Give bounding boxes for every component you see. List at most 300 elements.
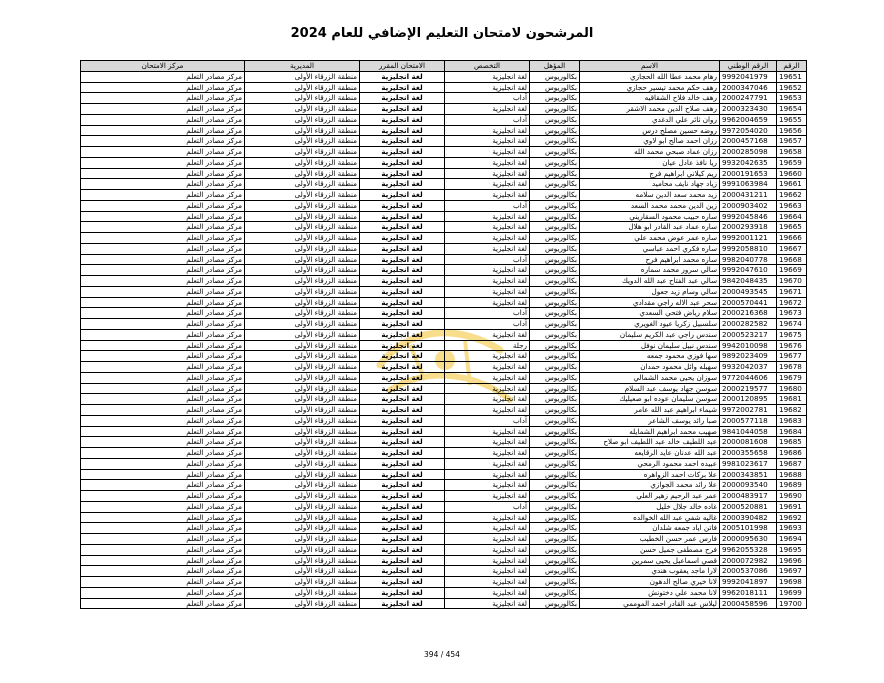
cell-center: مركز مصادر التعلم xyxy=(81,448,245,459)
cell-center: مركز مصادر التعلم xyxy=(81,437,245,448)
cell-num: 19678 xyxy=(777,362,807,373)
cell-qual: بكالوريوس xyxy=(530,286,580,297)
cell-name: علا بركات احمد الزواهره xyxy=(580,469,720,480)
cell-num: 19698 xyxy=(777,577,807,588)
cell-center: مركز مصادر التعلم xyxy=(81,544,245,555)
cell-center: مركز مصادر التعلم xyxy=(81,534,245,545)
cell-qual: بكالوريوس xyxy=(530,276,580,287)
cell-nid: 9932042037 xyxy=(720,362,777,373)
cell-dir: منطقة الزرقاء الأولى xyxy=(245,523,360,534)
cell-qual: بكالوريوس xyxy=(530,405,580,416)
cell-spec: لغة انجليزية xyxy=(445,125,530,136)
table-row xyxy=(81,104,807,115)
cell-qual: بكالوريوس xyxy=(530,491,580,502)
cell-name: ساره عمر عوض محمد علي xyxy=(580,233,720,244)
cell-center: مركز مصادر التعلم xyxy=(81,211,245,222)
table-row xyxy=(81,598,807,609)
cell-spec: لغة انجليزية xyxy=(445,168,530,179)
cell-qual: بكالوريوس xyxy=(530,200,580,211)
cell-spec: لغة انجليزية xyxy=(445,491,530,502)
cell-name: ساره محمد ابراهيم فرح xyxy=(580,254,720,265)
cell-center: مركز مصادر التعلم xyxy=(81,394,245,405)
cell-name: سالي عبد الفتاح عبد الله الدويك xyxy=(580,276,720,287)
cell-dir: منطقة الزرقاء الأولى xyxy=(245,587,360,598)
cell-name: فاتن اياد جمعه شلدان xyxy=(580,523,720,534)
cell-qual: بكالوريوس xyxy=(530,243,580,254)
cell-dir: منطقة الزرقاء الأولى xyxy=(245,405,360,416)
cell-name: علا رائد محمد الجوازي xyxy=(580,480,720,491)
cell-num: 19694 xyxy=(777,534,807,545)
cell-spec: لغة انجليزية xyxy=(445,458,530,469)
cell-center: مركز مصادر التعلم xyxy=(81,329,245,340)
cell-qual: بكالوريوس xyxy=(530,125,580,136)
cell-exam: لغة انجليزية xyxy=(360,544,445,555)
cell-nid: 2000483917 xyxy=(720,491,777,502)
cell-name: سحر عبد الاله راجي مقدادي xyxy=(580,297,720,308)
cell-nid: 9992058810 xyxy=(720,243,777,254)
cell-dir: منطقة الزرقاء الأولى xyxy=(245,211,360,222)
cell-nid: 2000457168 xyxy=(720,136,777,147)
cell-nid: 2000285098 xyxy=(720,147,777,158)
cell-exam: لغة انجليزية xyxy=(360,598,445,609)
table-row xyxy=(81,286,807,297)
cell-exam: لغة انجليزية xyxy=(360,254,445,265)
cell-nid: 2000072982 xyxy=(720,555,777,566)
cell-dir: منطقة الزرقاء الأولى xyxy=(245,512,360,523)
table-row xyxy=(81,222,807,233)
cell-center: مركز مصادر التعلم xyxy=(81,469,245,480)
cell-exam: لغة انجليزية xyxy=(360,71,445,82)
table-row xyxy=(81,233,807,244)
cell-exam: لغة انجليزية xyxy=(360,104,445,115)
cell-center: مركز مصادر التعلم xyxy=(81,286,245,297)
cell-num: 19669 xyxy=(777,265,807,276)
table-row xyxy=(81,480,807,491)
table-row xyxy=(81,93,807,104)
cell-spec: لغة انجليزية xyxy=(445,233,530,244)
cell-name: زيد محمد سعد الدين سلامه xyxy=(580,190,720,201)
cell-dir: منطقة الزرقاء الأولى xyxy=(245,82,360,93)
cell-num: 19679 xyxy=(777,372,807,383)
cell-dir: منطقة الزرقاء الأولى xyxy=(245,394,360,405)
cell-center: مركز مصادر التعلم xyxy=(81,147,245,158)
cell-spec: لغة انجليزية xyxy=(445,426,530,437)
cell-qual: بكالوريوس xyxy=(530,458,580,469)
cell-exam: لغة انجليزية xyxy=(360,501,445,512)
cell-exam: لغة انجليزية xyxy=(360,168,445,179)
cell-center: مركز مصادر التعلم xyxy=(81,491,245,502)
table-row xyxy=(81,544,807,555)
cell-qual: بكالوريوس xyxy=(530,598,580,609)
cell-nid: 2000347046 xyxy=(720,82,777,93)
cell-center: مركز مصادر التعلم xyxy=(81,82,245,93)
cell-nid: 9992001121 xyxy=(720,233,777,244)
cell-exam: لغة انجليزية xyxy=(360,372,445,383)
cell-name: سوزان يحيى محمد الشمالي xyxy=(580,372,720,383)
table-row xyxy=(81,254,807,265)
cell-nid: 9972002781 xyxy=(720,405,777,416)
column-header-dir: المديرية xyxy=(245,61,360,72)
cell-qual: بكالوريوس xyxy=(530,544,580,555)
cell-nid: 2000570441 xyxy=(720,297,777,308)
cell-qual: بكالوريوس xyxy=(530,383,580,394)
cell-exam: لغة انجليزية xyxy=(360,136,445,147)
cell-exam: لغة انجليزية xyxy=(360,200,445,211)
table-row xyxy=(81,340,807,351)
table-row xyxy=(81,179,807,190)
cell-center: مركز مصادر التعلم xyxy=(81,157,245,168)
cell-nid: 2000081608 xyxy=(720,437,777,448)
cell-exam: لغة انجليزية xyxy=(360,190,445,201)
cell-dir: منطقة الزرقاء الأولى xyxy=(245,340,360,351)
cell-name: سلام رياض فتحي السعدي xyxy=(580,308,720,319)
cell-nid: 2000520881 xyxy=(720,501,777,512)
cell-nid: 2000458596 xyxy=(720,598,777,609)
cell-center: مركز مصادر التعلم xyxy=(81,125,245,136)
cell-num: 19658 xyxy=(777,147,807,158)
column-header-name: الاسم xyxy=(580,61,720,72)
cell-num: 19670 xyxy=(777,276,807,287)
column-header-center: مركز الامتحان xyxy=(81,61,245,72)
cell-center: مركز مصادر التعلم xyxy=(81,501,245,512)
table-row xyxy=(81,200,807,211)
cell-spec: لغة انجليزية xyxy=(445,577,530,588)
cell-center: مركز مصادر التعلم xyxy=(81,415,245,426)
cell-spec: لغة انجليزية xyxy=(445,147,530,158)
cell-name: لارا ماجد يعقوب هندي xyxy=(580,566,720,577)
cell-spec: آداب xyxy=(445,114,530,125)
cell-exam: لغة انجليزية xyxy=(360,222,445,233)
cell-spec: لغة انجليزية xyxy=(445,480,530,491)
cell-qual: بكالوريوس xyxy=(530,362,580,373)
cell-qual: بكالوريوس xyxy=(530,351,580,362)
cell-qual: بكالوريوس xyxy=(530,523,580,534)
cell-dir: منطقة الزرقاء الأولى xyxy=(245,566,360,577)
cell-spec: لغة انجليزية xyxy=(445,587,530,598)
cell-spec: لغة انجليزية xyxy=(445,351,530,362)
cell-dir: منطقة الزرقاء الأولى xyxy=(245,200,360,211)
cell-center: مركز مصادر التعلم xyxy=(81,383,245,394)
table-row xyxy=(81,405,807,416)
cell-dir: منطقة الزرقاء الأولى xyxy=(245,534,360,545)
cell-name: عبد الله عدنان عايد الرقايعه xyxy=(580,448,720,459)
table-row xyxy=(81,190,807,201)
cell-num: 19697 xyxy=(777,566,807,577)
cell-qual: بكالوريوس xyxy=(530,190,580,201)
cell-center: مركز مصادر التعلم xyxy=(81,168,245,179)
cell-num: 19686 xyxy=(777,448,807,459)
table-row xyxy=(81,437,807,448)
cell-dir: منطقة الزرقاء الأولى xyxy=(245,437,360,448)
cell-name: روضه حسين مصلح درس xyxy=(580,125,720,136)
cell-nid: 9962018111 xyxy=(720,587,777,598)
table-row xyxy=(81,383,807,394)
table-row xyxy=(81,415,807,426)
table-row xyxy=(81,555,807,566)
table-header-row xyxy=(81,61,807,72)
cell-dir: منطقة الزرقاء الأولى xyxy=(245,577,360,588)
cell-dir: منطقة الزرقاء الأولى xyxy=(245,93,360,104)
cell-qual: بكالوريوس xyxy=(530,168,580,179)
cell-qual: بكالوريوس xyxy=(530,469,580,480)
cell-name: شيماء ابراهيم عبد الله عامر xyxy=(580,405,720,416)
cell-dir: منطقة الزرقاء الأولى xyxy=(245,308,360,319)
cell-num: 19675 xyxy=(777,329,807,340)
cell-num: 19688 xyxy=(777,469,807,480)
cell-exam: لغة انجليزية xyxy=(360,555,445,566)
cell-nid: 9981023617 xyxy=(720,458,777,469)
cell-num: 19653 xyxy=(777,93,807,104)
cell-exam: لغة انجليزية xyxy=(360,448,445,459)
cell-exam: لغة انجليزية xyxy=(360,147,445,158)
cell-qual: بكالوريوس xyxy=(530,71,580,82)
cell-spec: لغة انجليزية xyxy=(445,566,530,577)
cell-exam: لغة انجليزية xyxy=(360,114,445,125)
cell-center: مركز مصادر التعلم xyxy=(81,555,245,566)
cell-qual: بكالوريوس xyxy=(530,114,580,125)
table-row xyxy=(81,587,807,598)
cell-center: مركز مصادر التعلم xyxy=(81,243,245,254)
cell-exam: لغة انجليزية xyxy=(360,534,445,545)
cell-dir: منطقة الزرقاء الأولى xyxy=(245,179,360,190)
cell-qual: بكالوريوس xyxy=(530,534,580,545)
cell-exam: لغة انجليزية xyxy=(360,383,445,394)
cell-name: سالي سرور محمد سماره xyxy=(580,265,720,276)
cell-center: مركز مصادر التعلم xyxy=(81,93,245,104)
table-row xyxy=(81,114,807,125)
cell-name: فارس عمر حسن الخطيب xyxy=(580,534,720,545)
cell-num: 19666 xyxy=(777,233,807,244)
cell-qual: بكالوريوس xyxy=(530,93,580,104)
cell-num: 19693 xyxy=(777,523,807,534)
table-row xyxy=(81,372,807,383)
cell-nid: 2000282582 xyxy=(720,319,777,330)
cell-dir: منطقة الزرقاء الأولى xyxy=(245,254,360,265)
table-row xyxy=(81,157,807,168)
cell-spec: لغة انجليزية xyxy=(445,383,530,394)
cell-dir: منطقة الزرقاء الأولى xyxy=(245,190,360,201)
cell-exam: لغة انجليزية xyxy=(360,469,445,480)
cell-spec: لغة انجليزية xyxy=(445,329,530,340)
cell-dir: منطقة الزرقاء الأولى xyxy=(245,168,360,179)
cell-name: سلسبيل زكريا عيود الغويري xyxy=(580,319,720,330)
cell-spec: لغة انجليزية xyxy=(445,286,530,297)
cell-spec: لغة انجليزية xyxy=(445,82,530,93)
cell-exam: لغة انجليزية xyxy=(360,179,445,190)
cell-dir: منطقة الزرقاء الأولى xyxy=(245,125,360,136)
cell-num: 19696 xyxy=(777,555,807,566)
cell-center: مركز مصادر التعلم xyxy=(81,114,245,125)
table-row xyxy=(81,82,807,93)
cell-center: مركز مصادر التعلم xyxy=(81,587,245,598)
cell-num: 19699 xyxy=(777,587,807,598)
cell-dir: منطقة الزرقاء الأولى xyxy=(245,415,360,426)
cell-num: 19659 xyxy=(777,157,807,168)
cell-nid: 2000577118 xyxy=(720,415,777,426)
cell-dir: منطقة الزرقاء الأولى xyxy=(245,243,360,254)
cell-dir: منطقة الزرقاء الأولى xyxy=(245,222,360,233)
cell-center: مركز مصادر التعلم xyxy=(81,426,245,437)
cell-center: مركز مصادر التعلم xyxy=(81,233,245,244)
cell-name: سوسن سليمان عوده ابو صعيليك xyxy=(580,394,720,405)
cell-exam: لغة انجليزية xyxy=(360,415,445,426)
cell-qual: بكالوريوس xyxy=(530,426,580,437)
cell-spec: آداب xyxy=(445,319,530,330)
cell-exam: لغة انجليزية xyxy=(360,405,445,416)
cell-num: 19657 xyxy=(777,136,807,147)
cell-nid: 9892023409 xyxy=(720,351,777,362)
cell-exam: لغة انجليزية xyxy=(360,480,445,491)
cell-qual: بكالوريوس xyxy=(530,265,580,276)
cell-qual: بكالوريوس xyxy=(530,501,580,512)
cell-qual: بكالوريوس xyxy=(530,437,580,448)
cell-num: 19690 xyxy=(777,491,807,502)
cell-num: 19674 xyxy=(777,319,807,330)
cell-exam: لغة انجليزية xyxy=(360,437,445,448)
cell-name: سها فوزي محمود جمعه xyxy=(580,351,720,362)
page-number: 394 / 454 xyxy=(424,650,460,659)
cell-nid: 2000390482 xyxy=(720,512,777,523)
cell-qual: بكالوريوس xyxy=(530,577,580,588)
cell-nid: 9962055328 xyxy=(720,544,777,555)
cell-nid: 9992045846 xyxy=(720,211,777,222)
cell-qual: بكالوريوس xyxy=(530,329,580,340)
column-header-num: الرقم xyxy=(777,61,807,72)
cell-spec: لغة انجليزية xyxy=(445,534,530,545)
cell-exam: لغة انجليزية xyxy=(360,233,445,244)
cell-name: صبا رائد يوسف الشاعر xyxy=(580,415,720,426)
cell-center: مركز مصادر التعلم xyxy=(81,265,245,276)
cell-nid: 2000191653 xyxy=(720,168,777,179)
cell-center: مركز مصادر التعلم xyxy=(81,297,245,308)
cell-qual: بكالوريوس xyxy=(530,82,580,93)
cell-center: مركز مصادر التعلم xyxy=(81,340,245,351)
cell-nid: 9992041979 xyxy=(720,71,777,82)
cell-qual: بكالوريوس xyxy=(530,157,580,168)
cell-qual: بكالوريوس xyxy=(530,566,580,577)
cell-qual: بكالوريوس xyxy=(530,104,580,115)
cell-exam: لغة انجليزية xyxy=(360,426,445,437)
cell-dir: منطقة الزرقاء الأولى xyxy=(245,544,360,555)
cell-num: 19692 xyxy=(777,512,807,523)
cell-name: رهف خالد فلاح الشقاقيه xyxy=(580,93,720,104)
cell-dir: منطقة الزرقاء الأولى xyxy=(245,319,360,330)
cell-spec: لغة انجليزية xyxy=(445,211,530,222)
cell-nid: 2000293918 xyxy=(720,222,777,233)
cell-dir: منطقة الزرقاء الأولى xyxy=(245,265,360,276)
cell-spec: لغة انجليزية xyxy=(445,179,530,190)
cell-dir: منطقة الزرقاء الأولى xyxy=(245,114,360,125)
column-header-qual: المؤهل xyxy=(530,61,580,72)
table-row xyxy=(81,243,807,254)
cell-name: غاليه شفي عبد الله الخوالده xyxy=(580,512,720,523)
cell-exam: لغة انجليزية xyxy=(360,265,445,276)
cell-center: مركز مصادر التعلم xyxy=(81,405,245,416)
cell-nid: 9982040778 xyxy=(720,254,777,265)
table-row xyxy=(81,265,807,276)
cell-center: مركز مصادر التعلم xyxy=(81,319,245,330)
cell-num: 19684 xyxy=(777,426,807,437)
table-row xyxy=(81,147,807,158)
cell-qual: بكالوريوس xyxy=(530,136,580,147)
cell-name: زين الدين محمد محمد السعد xyxy=(580,200,720,211)
cell-dir: منطقة الزرقاء الأولى xyxy=(245,362,360,373)
cell-nid: 2000216368 xyxy=(720,308,777,319)
cell-exam: لغة انجليزية xyxy=(360,577,445,588)
cell-dir: منطقة الزرقاء الأولى xyxy=(245,136,360,147)
cell-nid: 2000431211 xyxy=(720,190,777,201)
column-header-spec: التخصص xyxy=(445,61,530,72)
candidates-table xyxy=(80,60,807,609)
cell-num: 19651 xyxy=(777,71,807,82)
cell-center: مركز مصادر التعلم xyxy=(81,190,245,201)
cell-qual: بكالوريوس xyxy=(530,415,580,426)
cell-exam: لغة انجليزية xyxy=(360,82,445,93)
cell-spec: لغة انجليزية xyxy=(445,71,530,82)
cell-exam: لغة انجليزية xyxy=(360,286,445,297)
table-row xyxy=(81,136,807,147)
cell-center: مركز مصادر التعلم xyxy=(81,512,245,523)
cell-name: عبد اللطيف خالد عبد اللطيف ابو صلاح xyxy=(580,437,720,448)
cell-center: مركز مصادر التعلم xyxy=(81,222,245,233)
cell-spec: لغة انجليزية xyxy=(445,276,530,287)
table-row xyxy=(81,168,807,179)
cell-dir: منطقة الزرقاء الأولى xyxy=(245,372,360,383)
cell-exam: لغة انجليزية xyxy=(360,362,445,373)
cell-spec: لغة انجليزية xyxy=(445,297,530,308)
cell-exam: لغة انجليزية xyxy=(360,308,445,319)
table-row xyxy=(81,501,807,512)
cell-spec: لغة انجليزية xyxy=(445,598,530,609)
cell-spec: لغة انجليزية xyxy=(445,190,530,201)
cell-nid: 9992041897 xyxy=(720,577,777,588)
cell-qual: بكالوريوس xyxy=(530,512,580,523)
cell-nid: 2000903402 xyxy=(720,200,777,211)
cell-dir: منطقة الزرقاء الأولى xyxy=(245,71,360,82)
table-row xyxy=(81,351,807,362)
cell-qual: بكالوريوس xyxy=(530,480,580,491)
cell-name: ساره فكري احمد عباسي xyxy=(580,243,720,254)
cell-center: مركز مصادر التعلم xyxy=(81,200,245,211)
cell-spec: آداب xyxy=(445,254,530,265)
cell-name: ريم كيلاني ابراهيم فرج xyxy=(580,168,720,179)
cell-nid: 2000493545 xyxy=(720,286,777,297)
cell-num: 19683 xyxy=(777,415,807,426)
cell-exam: لغة انجليزية xyxy=(360,329,445,340)
cell-qual: بكالوريوس xyxy=(530,233,580,244)
cell-num: 19655 xyxy=(777,114,807,125)
cell-center: مركز مصادر التعلم xyxy=(81,523,245,534)
table-row xyxy=(81,534,807,545)
cell-nid: 2000247791 xyxy=(720,93,777,104)
cell-name: سندس راجي عبد الكريم سليمان xyxy=(580,329,720,340)
page-title: المرشحون لامتحان التعليم الإضافي للعام 2024 xyxy=(290,26,594,41)
cell-nid: 2000523217 xyxy=(720,329,777,340)
cell-center: مركز مصادر التعلم xyxy=(81,71,245,82)
cell-spec: آداب xyxy=(445,501,530,512)
cell-name: غاده خالد جلال خليل xyxy=(580,501,720,512)
cell-spec: لغة انجليزية xyxy=(445,469,530,480)
cell-name: صهيب محمد ابراهيم الشمايله xyxy=(580,426,720,437)
cell-name: ساره حبيب محمود السقاريني xyxy=(580,211,720,222)
cell-num: 19652 xyxy=(777,82,807,93)
cell-center: مركز مصادر التعلم xyxy=(81,598,245,609)
cell-spec: آداب xyxy=(445,200,530,211)
cell-exam: لغة انجليزية xyxy=(360,157,445,168)
cell-spec: لغة انجليزية xyxy=(445,362,530,373)
table-row xyxy=(81,523,807,534)
cell-num: 19668 xyxy=(777,254,807,265)
